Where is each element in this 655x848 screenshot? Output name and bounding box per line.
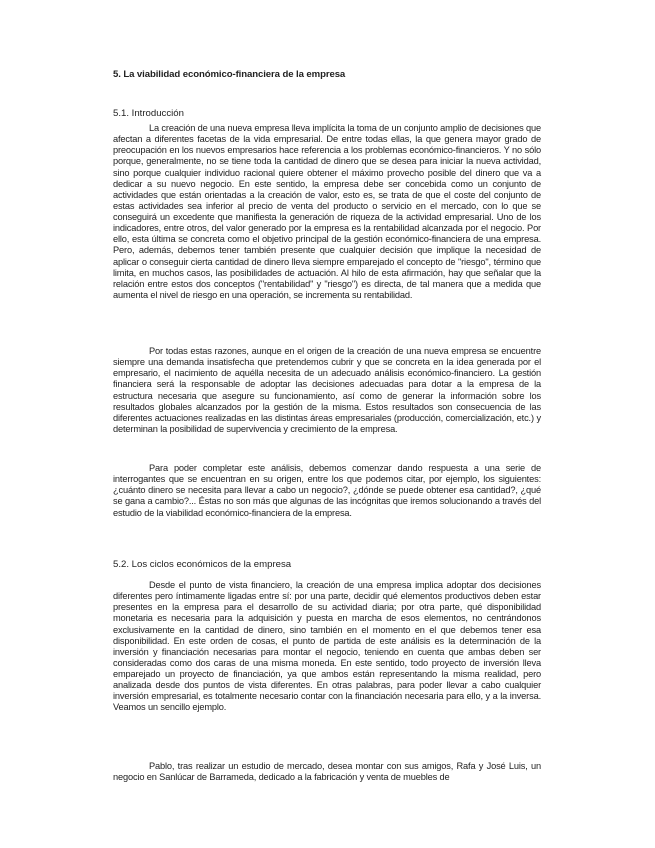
paragraph: La creación de una nueva empresa lleva implícita la toma de un conjunto amplio de decisiones que afectan a diferentes facetas de la vida empresarial. De entre todas ellas, la que genera mayor grado de preocupación en los nuevos empresarios hace referencia a los problemas económico-financieros. Y no sólo porque, generalmente, no se tiene toda la cantidad de dinero que se desea para iniciar la nueva actividad, sino porque cualquier individuo racional quiere obtener el máximo provecho posible del dinero que va a dedicar a su nuevo negocio. En este sentido, la empresa debe ser concebida como un conjunto de actividades que están orientadas a la creación de valor, esto es, se trata de que el coste del conjunto de estas actividades sea inferior al precio de venta del producto o servicio en el mercado, con lo que se conseguirá un excedente que manifiesta la generación de riqueza de la actividad empresarial. Uno de los indicadores, entre otros, del valor generado por la empresa es la rentabilidad alcanzada por el negocio. Por ello, esta última se concreta como el objetivo principal de la gestión económico-financiera de una empresa. Pero, además, debemos tener también presente que cualquier decisión que implique la necesidad de aplicar o conseguir cierta cantidad de dinero lleva siempre emparejado el concepto de "riesgo", término que limita, en muchos casos, las posibilidades de actuación. Al hilo de esta afirmación, hay que señalar que la relación entre estos dos conceptos ("rentabilidad" y "riesgo") es directa, de tal manera que a medida que aumenta el nivel de riesgo en una operación, se incrementa su rentabilidad. (113, 123, 541, 300)
paragraph: Por todas estas razones, aunque en el origen de la creación de una nueva empresa se encuentre siempre una demanda insatisfecha que pretendemos cubrir y que se concreta en la idea generada por el empresario, el nacimiento de aquélla necesita de un adecuado análisis económico-financiero. La gestión financiera será la responsable de adoptar las decisiones adecuadas para dotar a la empresa de la estructura necesaria que asegure su funcionamiento, así como de generar la información sobre los resultados globales alcanzados por la gestión de la misma. Estos resultados son consecuencia de las diferentes actuaciones realizadas en las distintas áreas empresariales (producción, comercialización, etc.) y determinan la posibilidad de supervivencia y crecimiento de la empresa. (113, 346, 541, 434)
paragraph: Pablo, tras realizar un estudio de mercado, desea montar con sus amigos, Rafa y José Luis, un negocio en Sanlúcar de Barrameda, dedicado a la fabricación y venta de muebles de (113, 761, 541, 783)
paragraph: Para poder completar este análisis, debemos comenzar dando respuesta a una serie de interrogantes que se encuentran en su origen, entre los que podemos citar, por ejemplo, los siguientes: ¿cuánto dinero se necesita para llevar a cabo un negocio?, ¿dónde se puede obtener esa cantidad?, ¿qué se gana a cambio?... Éstas no son más que algunas de las incógnitas que iremos solucionando a través del estudio de la viabilidad económico-financiera de la empresa. (113, 463, 541, 518)
section-title: 5. La viabilidad económico-financiera de la empresa (113, 69, 346, 80)
subsection-title-introduccion: 5.1. Introducción (113, 108, 184, 119)
subsection-title-ciclos: 5.2. Los ciclos económicos de la empresa (113, 559, 292, 570)
paragraph: Desde el punto de vista financiero, la creación de una empresa implica adoptar dos decisiones diferentes pero íntimamente ligadas entre sí: por una parte, decidir qué elementos productivos deben estar presentes en la empresa para el desarrollo de su actividad diaria; por otra parte, qué disponibilidad monetaria es necesaria para la adquisición y puesta en marcha de esos elementos, no centrándonos exclusivamente en la cantidad de dinero, sino también en el momento en el que debemos tener esa disponibilidad. En este orden de cosas, el punto de partida de este análisis es la determinación de la inversión y financiación necesarias para montar el negocio, teniendo en cuenta que ambas deben ser consideradas como dos caras de una misma moneda. En este sentido, todo proyecto de inversión lleva emparejado un proyecto de financiación, ya que ambos están representando la misma realidad, pero analizada desde dos puntos de vista diferentes. En otras palabras, para poder llevar a cabo cualquier inversión empresarial, es totalmente necesario contar con la financiación necesaria para ello, y a la inversa. Veamos un sencillo ejemplo. (113, 580, 541, 713)
